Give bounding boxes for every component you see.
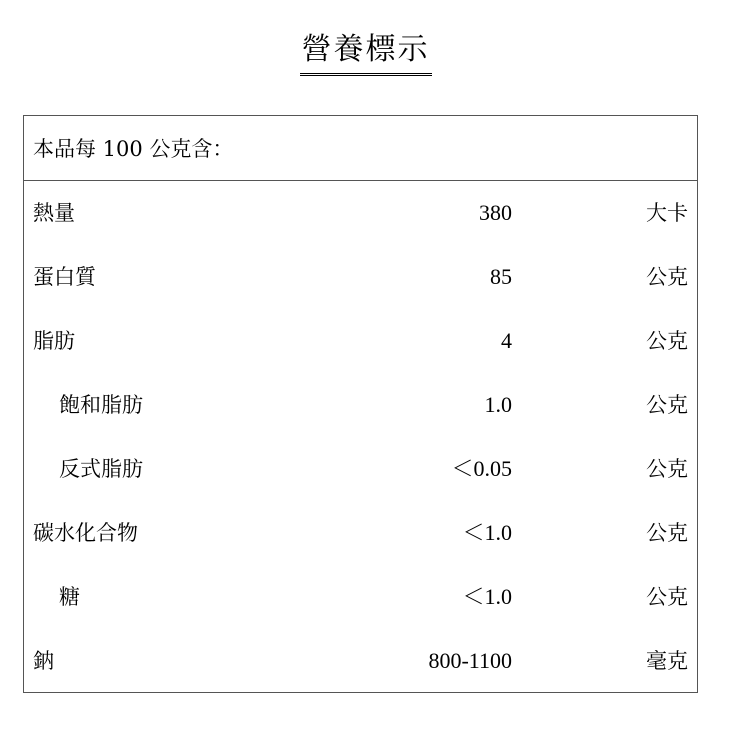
nutrient-value: ＜1.0 — [462, 520, 512, 545]
nutrient-name: 鈉 — [33, 649, 54, 673]
table-row — [24, 565, 697, 629]
nutrient-name: 蛋白質 — [33, 265, 96, 289]
nutrition-table — [23, 115, 698, 693]
table-row — [24, 629, 697, 693]
nutrient-value: 380 — [479, 200, 512, 225]
table-row — [24, 309, 697, 373]
nutrient-value: 1.0 — [484, 392, 512, 417]
nutrient-unit: 公克 — [646, 521, 688, 545]
nutrient-unit: 毫克 — [646, 649, 688, 673]
nutrient-unit: 公克 — [646, 265, 688, 289]
table-row — [24, 245, 697, 309]
nutrient-value: 85 — [490, 264, 512, 289]
nutrient-unit: 公克 — [646, 585, 688, 609]
nutrient-unit: 大卡 — [646, 201, 688, 225]
nutrient-value: 800-1100 — [428, 648, 512, 673]
nutrient-name: 反式脂肪 — [59, 457, 143, 481]
nutrient-unit: 公克 — [646, 457, 688, 481]
nutrient-value: 4 — [501, 328, 512, 353]
nutrient-name: 飽和脂肪 — [59, 393, 143, 417]
nutrient-value: ＜0.05 — [451, 456, 512, 481]
table-row — [24, 437, 697, 501]
nutrient-name: 碳水化合物 — [33, 521, 138, 545]
nutrient-name: 脂肪 — [33, 329, 75, 353]
table-row — [24, 501, 697, 565]
nutrient-unit: 公克 — [646, 329, 688, 353]
title-text: 營養標示 — [300, 30, 432, 76]
table-header: 本品每 100 公克含： — [24, 116, 697, 181]
nutrient-value: ＜1.0 — [462, 584, 512, 609]
nutrient-name: 熱量 — [33, 201, 75, 225]
nutrient-name: 糖 — [59, 585, 80, 609]
table-row — [24, 181, 697, 245]
table-row — [24, 373, 697, 437]
nutrition-title — [0, 30, 731, 76]
nutrient-unit: 公克 — [646, 393, 688, 417]
